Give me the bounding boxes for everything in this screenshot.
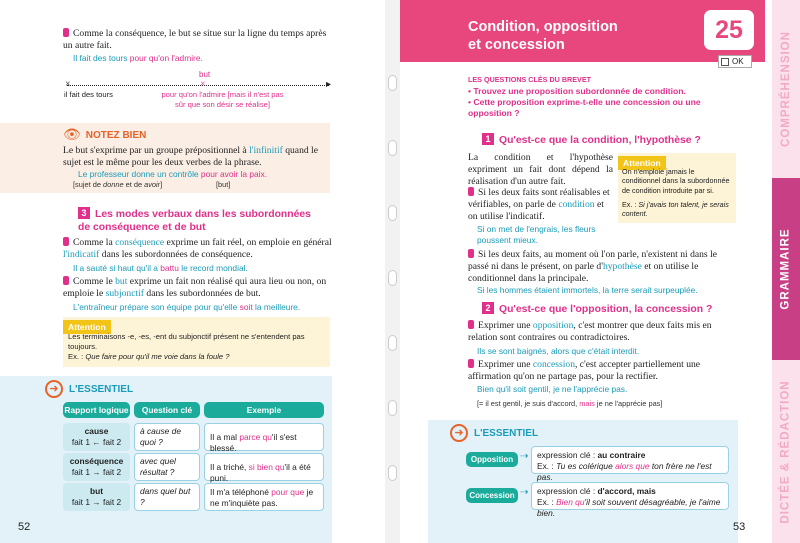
checkbox-icon[interactable]: [721, 58, 729, 66]
attention-example: Ex. : Si j'avais ton talent, je serais content.: [622, 200, 729, 219]
side-tab-comprehension[interactable]: COMPRÉHENSION: [772, 0, 800, 178]
binder-hole: [388, 400, 397, 416]
section-3-example-2: L'entraîneur prépare son équipe pour qu'elle soit la meilleure.: [73, 302, 301, 312]
arrow-target-icon: ➜: [450, 424, 468, 442]
table-header: Rapport logique: [63, 402, 130, 418]
page-number: 52: [18, 521, 31, 533]
section-1-title: 1 Qu'est-ce que la condition, l'hypothèse ?: [482, 133, 701, 147]
section-3-example-1: Il a sauté si haut qu'il a battu le record mondial.: [73, 263, 248, 273]
section-3-paragraph-2: Comme le but exprime un fait non réalisé qui aura lieu ou non, on emploie le subjonctif dans les subordonnées de but.: [63, 276, 327, 300]
binder-hole: [388, 205, 397, 221]
ok-checkbox[interactable]: OK: [718, 55, 752, 68]
cross-marker-icon: ×: [65, 79, 71, 90]
section-2-example-1: Ils se sont baignés, alors que c'était interdit.: [477, 346, 640, 356]
essentiel-box: ➜ L'ESSENTIEL: [428, 420, 738, 543]
section-1-example-2: Si les hommes étaient immortels, la terre serait surpeuplée.: [477, 285, 698, 295]
left-page: Comme la conséquence, le but se situe sur la ligne du temps après un autre fait. Il fait des tours pour qu'on l'admire. but ▸ × × il fait des tours pour qu'on l'admire [mais il n'est pas sûr que son désir se réalise] 👁 NOTEZ BIEN Le but s'exprime par un groupe prépositionnel à l'infinitif quand le sujet est le même pour les deux verbes de la phrase. Le professeur donne un contrôle pour avoir la paix. [sujet de donne et de avoir] [but] 3 Les modes verbaux dans les subordonnées de conséquence et de but Comme la conséquence exprime un fait réel, on emploie en général l'indicatif dans les subordonnées de conséquence. Il a sauté si haut qu'il a battu le record mondial. Comme le but exprime un fait non réalisé qui aura lieu ou non, on emploie le subjonctif dans les subordonnées de but. L'entraîneur prépare son équipe pour qu'elle soit la meilleure. Attention Les terminaisons -e, -es, -ent du subjonctif présent ne s'entendent pas toujours. Ex. : Que faire pour qu'il me voie dans la foule ? ➜ L'ESSENTIEL Rapport logique Question clé Exemple cause fait 1 ← fait 2 à cause de quoi ? Il a mal parce qu'il s'est blessé. conséquence fait 1 → fait 2 avec quel résultat ? Il a triché, si bien qu'il a été puni. but fait 1 → fait 2 dans quel but ? Il m'a téléphoné pour que je ne m'inquiète pas. 52: [0, 0, 385, 543]
cross-marker-icon: ×: [200, 79, 206, 90]
page-title: Condition, opposition et concession: [468, 19, 618, 53]
chapter-header: [400, 0, 765, 62]
attention-box: Attention On n'emploie jamais le conditionnel dans la subordonnée de condition introduite par si. Ex. : Si j'avais ton talent, je serais content.: [618, 153, 736, 223]
binder-hole: [388, 335, 397, 351]
section-1-paragraph-2: Si les deux faits sont réalisables et vérifiables, on parle de condition et on utilise l'indicatif.: [468, 187, 610, 223]
section-2-paragraph-2: Exprimer une concession, c'est accepter partiellement une affirmation qu'on ne partage pas, pour la rectifier.: [468, 359, 701, 383]
timeline-line: [67, 85, 329, 86]
binder-hole: [388, 75, 397, 91]
page-number: 53: [733, 521, 746, 533]
side-tab-grammaire[interactable]: GRAMMAIRE: [772, 178, 800, 360]
section-2-paragraph-1: Exprimer une opposition, c'est montrer que deux faits mis en relation sont contraires ou contradictoires.: [468, 320, 712, 344]
right-page: Condition, opposition et concession 25 OK LES QUESTIONS CLÉS DU BREVET • Trouvez une proposition subordonnée de condition. • Cette proposition exprime-t-elle une concession ou une opposition ? 1 Qu'est-ce que la condition, l'hypothèse ? La condition et l'hypothèse expriment un fait dont dépend la réalisation d'un autre fait. Si les deux faits sont réalisables et vérifiables, on parle de condition et on utilise l'indicatif. Si on met de l'engrais, les fleurs poussent mieux. Attention On n'emploie jamais le conditionnel dans la subordonnée de condition introduite par si. Ex. : Si j'avais ton talent, je serais content. Si les deux faits, au moment où l'on parle, n'existent ni dans le passé ni dans le présent, on parle d'hypothèse et on utilise le conditionnel dans la principale. Si les hommes étaient immortels, la terre serait surpeuplée. 2 Qu'est-ce que l'opposition, la concession ? Exprimer une opposition, c'est montrer que deux faits mis en relation sont contraires ou contradictoires. Ils se sont baignés, alors que c'était interdit. Exprimer une concession, c'est accepter partiellement une affirmation qu'on ne partage pas, pour la rectifier. Bien qu'il soit gentil, je ne l'apprécie pas. [= il est gentil, je suis d'accord, mais je ne l'apprécie pas] ➜ L'ESSENTIEL Opposition ⇢ expression clé : au contraire Ex. : Tu es colérique alors que ton frère ne l'est pas. Concession ⇢ expression clé : d'accord, mais Ex. : Bien qu'il soit souvent désagréable, je l'aime bien. 53: [400, 0, 800, 543]
question-2: • Cette proposition exprime-t-elle une concession ou une opposition ?: [468, 97, 701, 118]
section-1-example-1: Si on met de l'engrais, les fleurs poussent mieux.: [477, 224, 596, 245]
notez-bien-text: Le but s'exprime par un groupe prépositionnel à l'infinitif quand le sujet est le même pour les deux verbes de la phrase.: [63, 145, 318, 169]
side-tab-dictee-redaction[interactable]: DICTÉE & RÉDACTION: [772, 360, 800, 543]
notez-bien-note-a: [sujet de donne et de avoir]: [73, 180, 163, 189]
eye-icon: 👁: [63, 128, 81, 143]
question-1: • Trouvez une proposition subordonnée de condition.: [468, 86, 686, 96]
binder-hole: [388, 140, 397, 156]
section-3-paragraph-1: Comme la conséquence exprime un fait réel, on emploie en général l'indicatif dans les subordonnées de conséquence.: [63, 237, 332, 261]
binder-gutter: [385, 0, 400, 543]
intro-example: Il fait des tours pour qu'on l'admire.: [73, 53, 203, 63]
section-2-note: [= il est gentil, je suis d'accord, mais je ne l'apprécie pas]: [477, 399, 663, 408]
section-2-example-2: Bien qu'il soit gentil, je ne l'apprécie pas.: [477, 384, 628, 394]
binder-hole: [388, 270, 397, 286]
attention-example: Ex. : Que faire pour qu'il me voie dans la foule ?: [68, 352, 230, 361]
arrow-right-icon: ⇢: [520, 487, 529, 498]
bullet-icon: [63, 28, 69, 37]
binder-hole: [388, 465, 397, 481]
timeline-right-label: pour qu'on l'admire [mais il n'est pas sûr que son désir se réalise]: [161, 90, 284, 109]
arrow-target-icon: ➜: [45, 380, 63, 398]
table-header: Question clé: [134, 402, 200, 418]
section-2-title: 2 Qu'est-ce que l'opposition, la concession ?: [482, 302, 712, 316]
section-1-paragraph-3: Si les deux faits, au moment où l'on parle, n'existent ni dans le passé ni dans le présent, on parle d'hypothèse et on utilise le conditionnel dans la principale.: [468, 249, 717, 285]
table-header: Exemple: [204, 402, 324, 418]
section-1-paragraph-1: La condition et l'hypothèse expriment un fait dont dépend la réalisation d'un autre fait.: [468, 152, 613, 188]
essentiel-box: ➜ L'ESSENTIEL: [0, 376, 332, 543]
section-3-title: 3 Les modes verbaux dans les subordonnées de conséquence et de but: [78, 208, 311, 233]
notez-bien-example: Le professeur donne un contrôle pour avoir la paix.: [78, 169, 268, 179]
notez-bien-box: 👁 NOTEZ BIEN Le but s'exprime par un groupe prépositionnel à l'infinitif quand le sujet est le même pour les deux verbes de la phrase. Le professeur donne un contrôle pour avoir la paix. [sujet de donne et de avoir] [but]: [0, 123, 330, 193]
arrow-right-icon: ⇢: [520, 451, 529, 462]
attention-box: Attention Les terminaisons -e, -es, -ent du subjonctif présent ne s'entendent pas toujours. Ex. : Que faire pour qu'il me voie dans la foule ?: [63, 317, 330, 367]
chapter-number: 25: [704, 10, 754, 50]
arrow-right-icon: ▸: [326, 79, 332, 90]
intro-paragraph: Comme la conséquence, le but se situe sur la ligne du temps après un autre fait.: [63, 28, 327, 52]
